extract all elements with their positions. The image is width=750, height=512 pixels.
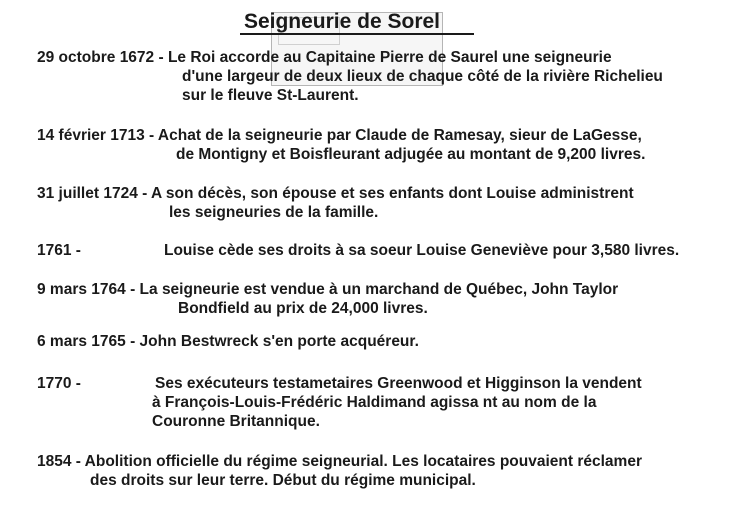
entry-1770	[37, 374, 642, 431]
entry-line: Bondfield au prix de 24,000 livres.	[178, 300, 428, 317]
entry-date: 1761 -	[37, 242, 81, 259]
entry-text: Louise cède ses droits à sa soeur Louise Geneviève pour 3,580 livres.	[164, 242, 680, 259]
page-title	[0, 10, 750, 34]
entry-line: des droits sur leur terre. Début du régime municipal.	[90, 472, 476, 489]
entry-line: sur le fleuve St-Laurent.	[182, 87, 359, 104]
page-title-text: Seigneurie de Sorel	[240, 10, 474, 35]
entry-1854	[37, 452, 642, 490]
entry-line: 29 octobre 1672 - Le Roi accorde au Capitaine Pierre de Saurel une seigneurie	[37, 49, 612, 66]
entry-line: Couronne Britannique.	[152, 413, 320, 430]
entry-line: de Montigny et Boisfleurant adjugée au montant de 9,200 livres.	[176, 146, 646, 163]
entry-1765	[37, 332, 419, 351]
entry-1713	[37, 126, 645, 164]
entry-line: les seigneuries de la famille.	[169, 204, 379, 221]
entry-line: 1854 - Abolition officielle du régime seigneurial. Les locataires pouvaient réclamer	[37, 453, 642, 470]
entry-line: 14 février 1713 - Achat de la seigneurie par Claude de Ramesay, sieur de LaGesse,	[37, 127, 642, 144]
entry-line: 31 juillet 1724 - A son décès, son épouse et ses enfants dont Louise administrent	[37, 185, 634, 202]
entry-line: 9 mars 1764 - La seigneurie est vendue à un marchand de Québec, John Taylor	[37, 281, 619, 298]
entry-line: à François-Louis-Frédéric Haldimand agissa nt au nom de la	[152, 394, 597, 411]
entry-line: d'une largeur de deux lieux de chaque côté de la rivière Richelieu	[182, 68, 663, 85]
entry-1724	[37, 184, 634, 222]
entry-1764	[37, 280, 618, 318]
entry-date: 1770 -	[37, 375, 81, 392]
entry-line: Ses exécuteurs testametaires Greenwood et Higginson la vendent	[155, 375, 642, 392]
entry-1761	[37, 241, 680, 260]
entry-line: 6 mars 1765 - John Bestwreck s'en porte acquéreur.	[37, 333, 419, 350]
entry-1672	[37, 48, 663, 105]
